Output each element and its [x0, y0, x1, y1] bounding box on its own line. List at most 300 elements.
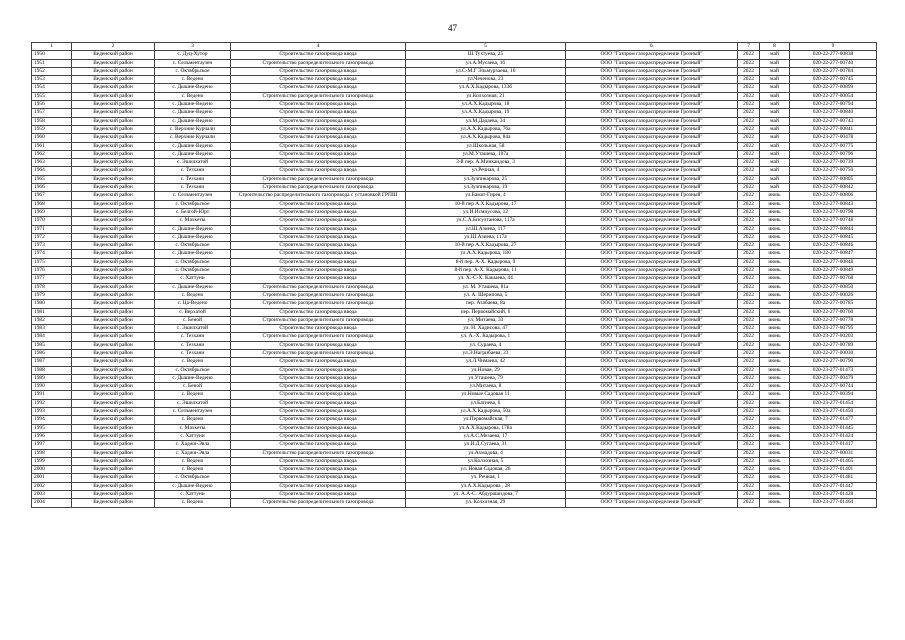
table-row	[32, 416, 877, 424]
cell-organization: ООО "Газпром газораспределение Грозный"	[566, 192, 738, 200]
cell-month: май	[760, 109, 790, 117]
cell-year: 2022	[738, 416, 760, 424]
table-row	[32, 142, 877, 150]
cell-address: ул. Новая Садовая, 26	[406, 466, 566, 474]
table-body	[32, 51, 877, 507]
table-row	[32, 325, 877, 333]
cell-month: июнь	[760, 358, 790, 366]
cell-registration-number: 020-22-277-00394	[790, 391, 877, 399]
cell-year: 2022	[738, 449, 760, 457]
cell-month: май	[760, 101, 790, 109]
cell-organization: ООО "Газпром газораспределение Грозный"	[566, 275, 738, 283]
cell-address: 10-й пер А.Х.Кадырова, 27	[406, 242, 566, 250]
cell-month: май	[760, 59, 790, 67]
cell-year: 2022	[738, 150, 760, 158]
cell-organization: ООО "Газпром газораспределение Грозный"	[566, 92, 738, 100]
cell-year: 2022	[738, 208, 760, 216]
table-row	[32, 258, 877, 266]
cell-registration-number: 020-22-277-00030	[790, 349, 877, 357]
cell-settlement: с. Хаджи-Эвла	[155, 449, 231, 457]
cell-address: ул. М. Уташева, 81а	[406, 283, 566, 291]
cell-work-type: Строительство газопровода ввода	[231, 275, 406, 283]
cell-settlement: с. Дышне-Ведено	[155, 374, 231, 382]
cell-work-type: Строительство распределительного газопровода	[231, 449, 406, 457]
cell-address: ул.М.Дадаева, 34	[406, 117, 566, 125]
cell-address: ул. Н. Хадисова, 47	[406, 325, 566, 333]
cell-settlement: с. Дышне-Ведено	[155, 283, 231, 291]
cell-row-number: 1963	[32, 159, 72, 167]
cell-year: 2022	[738, 441, 760, 449]
cell-registration-number: 020-22-277-00899	[790, 84, 877, 92]
cell-address: ул.Колхозная, 21	[406, 92, 566, 100]
cell-month: май	[760, 175, 790, 183]
cell-settlement: с. Сельментаузен	[155, 59, 231, 67]
cell-settlement: с. Верхние Курчали	[155, 125, 231, 133]
page-number: 47	[448, 23, 457, 33]
cell-district: Веденский район	[72, 349, 155, 357]
column-header-work-type: 4	[231, 43, 406, 51]
cell-work-type: Строительство газопровода ввода	[231, 117, 406, 125]
cell-registration-number: 020-22-277-00806	[790, 192, 877, 200]
cell-month: июнь	[760, 300, 790, 308]
cell-registration-number: 020-23-277-00479	[790, 374, 877, 382]
table-row	[32, 291, 877, 299]
column-header-settlement: 3	[155, 43, 231, 51]
cell-work-type: Строительство газопровода ввода	[231, 258, 406, 266]
cell-district: Веденский район	[72, 283, 155, 291]
cell-registration-number: 020-23-277-00795	[790, 325, 877, 333]
cell-month: май	[760, 125, 790, 133]
cell-row-number: 2004	[32, 499, 72, 507]
cell-address: ул.А.Мусаева, 16	[406, 59, 566, 67]
cell-address: ул.С-М.Г Эльмурзаева, 16	[406, 67, 566, 75]
cell-settlement: с. Махкеты	[155, 424, 231, 432]
cell-address: 8-й пер. А-Х. Кадырова, 11	[406, 267, 566, 275]
table-row	[32, 117, 877, 125]
cell-organization: ООО "Газпром газораспределение Грозный"	[566, 250, 738, 258]
cell-registration-number: 020-23-277-01473	[790, 366, 877, 374]
cell-row-number: 1984	[32, 333, 72, 341]
cell-work-type: Строительство распределительного газопровода	[231, 175, 406, 183]
cell-district: Веденский район	[72, 217, 155, 225]
cell-settlement: с. Белгой-Юрт	[155, 208, 231, 216]
cell-settlement: с. Махкеты	[155, 217, 231, 225]
cell-row-number: 1970	[32, 217, 72, 225]
table-row	[32, 482, 877, 490]
cell-row-number: 1953	[32, 76, 72, 84]
cell-work-type: Строительство газопровода ввода	[231, 84, 406, 92]
cell-district: Веденский район	[72, 366, 155, 374]
cell-year: 2022	[738, 51, 760, 59]
cell-settlement: с. Верхние Курчали	[155, 134, 231, 142]
cell-organization: ООО "Газпром газораспределение Грозный"	[566, 184, 738, 192]
cell-registration-number: 020-23-277-01401	[790, 466, 877, 474]
cell-organization: ООО "Газпром газораспределение Грозный"	[566, 291, 738, 299]
cell-month: июнь	[760, 242, 790, 250]
table-row	[32, 76, 877, 84]
table-row	[32, 267, 877, 275]
cell-address: ул.Речная, 4	[406, 167, 566, 175]
cell-district: Веденский район	[72, 466, 155, 474]
cell-row-number: 1960	[32, 134, 72, 142]
cell-settlement: с. Ведено	[155, 391, 231, 399]
cell-row-number: 1991	[32, 391, 72, 399]
cell-work-type: Строительство газопровода ввода	[231, 466, 406, 474]
cell-work-type: Строительство газопровода ввода	[231, 441, 406, 449]
cell-year: 2022	[738, 474, 760, 482]
cell-month: май	[760, 167, 790, 175]
cell-organization: ООО "Газпром газораспределение Грозный"	[566, 300, 738, 308]
cell-row-number: 1968	[32, 200, 72, 208]
cell-registration-number: 020-22-277-00847	[790, 250, 877, 258]
cell-organization: ООО "Газпром газораспределение Грозный"	[566, 466, 738, 474]
table-header-row	[32, 43, 877, 51]
cell-settlement: с. Дышне-Ведено	[155, 117, 231, 125]
cell-month: июнь	[760, 267, 790, 275]
cell-organization: ООО "Газпром газораспределение Грозный"	[566, 283, 738, 291]
cell-registration-number: 020-22-277-00740	[790, 59, 877, 67]
cell-row-number: 1983	[32, 325, 72, 333]
cell-year: 2022	[738, 101, 760, 109]
cell-month: июнь	[760, 308, 790, 316]
cell-year: 2022	[738, 432, 760, 440]
cell-work-type: Строительство распределительного газопровода с установкой ГРПШ	[231, 192, 406, 200]
cell-month: июнь	[760, 208, 790, 216]
cell-district: Веденский район	[72, 316, 155, 324]
cell-organization: ООО "Газпром газораспределение Грозный"	[566, 308, 738, 316]
cell-address: ул. Митаева, 33	[406, 316, 566, 324]
table-row	[32, 449, 877, 457]
table-row	[32, 499, 877, 507]
table-row	[32, 358, 877, 366]
cell-settlement: с. Хаттуни	[155, 491, 231, 499]
cell-month: июнь	[760, 366, 790, 374]
cell-registration-number: 020-22-277-00748	[790, 217, 877, 225]
cell-year: 2022	[738, 233, 760, 241]
cell-work-type: Строительство газопровода ввода	[231, 374, 406, 382]
cell-work-type: Строительство газопровода ввода	[231, 200, 406, 208]
cell-district: Веденский район	[72, 449, 155, 457]
cell-address: пер. Атабаева, 8а	[406, 300, 566, 308]
cell-year: 2022	[738, 67, 760, 75]
cell-district: Веденский район	[72, 208, 155, 216]
cell-work-type: Строительство газопровода ввода	[231, 217, 406, 225]
cell-organization: ООО "Газпром газораспределение Грозный"	[566, 499, 738, 507]
cell-month: июнь	[760, 250, 790, 258]
cell-month: июнь	[760, 225, 790, 233]
cell-work-type: Строительство газопровода ввода	[231, 159, 406, 167]
cell-work-type: Строительство распределительного газопровода	[231, 59, 406, 67]
cell-district: Веденский район	[72, 391, 155, 399]
cell-row-number: 2000	[32, 466, 72, 474]
table-row	[32, 167, 877, 175]
cell-work-type: Строительство газопровода ввода	[231, 358, 406, 366]
cell-settlement: с. Октябрьское	[155, 242, 231, 250]
cell-work-type: Строительство газопровода ввода	[231, 408, 406, 416]
cell-row-number: 1972	[32, 233, 72, 241]
cell-settlement: с. Эшилхатой	[155, 399, 231, 407]
cell-registration-number: 020-23-277-01424	[790, 432, 877, 440]
cell-address: ул.А.Х.Кадырова , 28	[406, 482, 566, 490]
cell-work-type: Строительство газопровода ввода	[231, 366, 406, 374]
cell-year: 2022	[738, 142, 760, 150]
cell-registration-number: 020-22-277-00026	[790, 291, 877, 299]
cell-row-number: 1992	[32, 399, 72, 407]
cell-address: ул.Л.Чимаева, 42	[406, 358, 566, 366]
table-row	[32, 341, 877, 349]
cell-district: Веденский район	[72, 499, 155, 507]
cell-registration-number: 020-22-277-00848	[790, 258, 877, 266]
table-row	[32, 125, 877, 133]
cell-district: Веденский район	[72, 117, 155, 125]
cell-year: 2022	[738, 184, 760, 192]
cell-settlement: с. Ведено	[155, 358, 231, 366]
cell-row-number: 2003	[32, 491, 72, 499]
cell-work-type: Строительство газопровода ввода	[231, 482, 406, 490]
table-row	[32, 466, 877, 474]
cell-settlement: с. Сельментаузен	[155, 192, 231, 200]
cell-year: 2022	[738, 92, 760, 100]
cell-settlement: с. Октябрьское	[155, 200, 231, 208]
cell-registration-number: 020-22-277-00844	[790, 225, 877, 233]
cell-row-number: 1958	[32, 117, 72, 125]
cell-settlement: с. Хаттуни	[155, 275, 231, 283]
table-row	[32, 424, 877, 432]
cell-month: май	[760, 150, 790, 158]
cell-work-type: Строительство газопровода ввода	[231, 109, 406, 117]
cell-settlement: с. Беной	[155, 316, 231, 324]
cell-settlement: с. Верхатой	[155, 308, 231, 316]
cell-year: 2022	[738, 366, 760, 374]
cell-organization: ООО "Газпром газораспределение Грозный"	[566, 217, 738, 225]
cell-row-number: 1961	[32, 142, 72, 150]
cell-registration-number: 020-23-277-00203	[790, 333, 877, 341]
cell-row-number: 1950	[32, 51, 72, 59]
cell-row-number: 1956	[32, 101, 72, 109]
cell-district: Веденский район	[72, 399, 155, 407]
cell-work-type: Строительство газопровода ввода	[231, 125, 406, 133]
cell-district: Веденский район	[72, 101, 155, 109]
cell-month: май	[760, 117, 790, 125]
cell-settlement: с. Дышне-Ведено	[155, 233, 231, 241]
cell-row-number: 1973	[32, 242, 72, 250]
cell-year: 2022	[738, 134, 760, 142]
cell-registration-number: 020-22-277-00784	[790, 67, 877, 75]
cell-district: Веденский район	[72, 300, 155, 308]
cell-settlement: с. Эшилхатой	[155, 325, 231, 333]
cell-settlement: с. Октябрьское	[155, 474, 231, 482]
cell-month: июнь	[760, 457, 790, 465]
table-row	[32, 441, 877, 449]
table-row	[32, 432, 877, 440]
cell-year: 2022	[738, 267, 760, 275]
cell-organization: ООО "Газпром газораспределение Грозный"	[566, 383, 738, 391]
table-row	[32, 51, 877, 59]
cell-address: ул.А.Х.Кадырова, 180	[406, 250, 566, 258]
cell-year: 2022	[738, 225, 760, 233]
cell-month: июнь	[760, 432, 790, 440]
cell-address: ул.А.С.Мезаева, 17	[406, 432, 566, 440]
cell-address: ул.Митаева, 8	[406, 383, 566, 391]
cell-row-number: 1980	[32, 300, 72, 308]
cell-district: Веденский район	[72, 457, 155, 465]
cell-registration-number: 020-22-277-00031	[790, 449, 877, 457]
cell-registration-number: 020-22-277-00768	[790, 275, 877, 283]
cell-organization: ООО "Газпром газораспределение Грозный"	[566, 159, 738, 167]
cell-month: июнь	[760, 333, 790, 341]
cell-registration-number: 020-23-277-01454	[790, 399, 877, 407]
column-header-address: 5	[406, 43, 566, 51]
cell-registration-number: 020-22-277-00778	[790, 316, 877, 324]
cell-organization: ООО "Газпром газораспределение Грозный"	[566, 208, 738, 216]
table-row	[32, 225, 877, 233]
cell-year: 2022	[738, 258, 760, 266]
cell-work-type: Строительство распределительного газопровода	[231, 300, 406, 308]
cell-organization: ООО "Газпром газораспределение Грозный"	[566, 109, 738, 117]
cell-month: май	[760, 76, 790, 84]
cell-district: Веденский район	[72, 250, 155, 258]
cell-year: 2022	[738, 466, 760, 474]
cell-district: Веденский район	[72, 267, 155, 275]
table-row	[32, 92, 877, 100]
cell-district: Веденский район	[72, 51, 155, 59]
cell-registration-number: 020-23-277-01417	[790, 441, 877, 449]
cell-registration-number: 020-22-277-00739	[790, 159, 877, 167]
table-row	[32, 391, 877, 399]
cell-work-type: Строительство газопровода ввода	[231, 167, 406, 175]
cell-address: ул.Бамат-Гирея, 4	[406, 192, 566, 200]
cell-month: май	[760, 51, 790, 59]
cell-year: 2022	[738, 242, 760, 250]
cell-district: Веденский район	[72, 408, 155, 416]
cell-organization: ООО "Газпром газораспределение Грозный"	[566, 225, 738, 233]
cell-year: 2022	[738, 275, 760, 283]
cell-organization: ООО "Газпром газораспределение Грозный"	[566, 316, 738, 324]
cell-row-number: 1988	[32, 366, 72, 374]
cell-settlement: с. Дышне-Ведено	[155, 142, 231, 150]
cell-address: ул.И.Д.Сугаева, 31	[406, 441, 566, 449]
cell-month: июнь	[760, 374, 790, 382]
cell-address: ул. А.А-С. Абдурашидова, 7	[406, 491, 566, 499]
cell-month: июнь	[760, 441, 790, 449]
cell-work-type: Строительство распределительного газопровода	[231, 333, 406, 341]
cell-year: 2022	[738, 391, 760, 399]
cell-year: 2022	[738, 499, 760, 507]
table-row	[32, 150, 877, 158]
cell-work-type: Строительство газопровода ввода	[231, 233, 406, 241]
cell-year: 2022	[738, 482, 760, 490]
cell-organization: ООО "Газпром газораспределение Грозный"	[566, 134, 738, 142]
cell-organization: ООО "Газпром газораспределение Грозный"	[566, 325, 738, 333]
cell-year: 2022	[738, 59, 760, 67]
cell-district: Веденский район	[72, 258, 155, 266]
table-row	[32, 59, 877, 67]
cell-row-number: 1952	[32, 67, 72, 75]
cell-row-number: 2001	[32, 474, 72, 482]
cell-settlement: с. Дышне-Ведено	[155, 150, 231, 158]
cell-work-type: Строительство распределительного газопровода	[231, 316, 406, 324]
table-row	[32, 159, 877, 167]
cell-organization: ООО "Газпром газораспределение Грозный"	[566, 482, 738, 490]
cell-settlement: с. Тезхани	[155, 184, 231, 192]
cell-organization: ООО "Газпром газораспределение Грозный"	[566, 125, 738, 133]
cell-settlement: с. Тезхани	[155, 349, 231, 357]
cell-row-number: 1964	[32, 167, 72, 175]
cell-month: май	[760, 84, 790, 92]
cell-month: июнь	[760, 482, 790, 490]
cell-year: 2022	[738, 291, 760, 299]
cell-district: Веденский район	[72, 150, 155, 158]
cell-row-number: 1995	[32, 424, 72, 432]
cell-address: Ш.Тухтуева, 25	[406, 51, 566, 59]
cell-month: июнь	[760, 316, 790, 324]
cell-registration-number: 020-23-277-01464	[790, 499, 877, 507]
cell-organization: ООО "Газпром газораспределение Грозный"	[566, 449, 738, 457]
cell-registration-number: 020-22-277-00744	[790, 383, 877, 391]
table-row	[32, 333, 877, 341]
cell-year: 2022	[738, 383, 760, 391]
cell-settlement: с. Ведено	[155, 76, 231, 84]
cell-row-number: 1967	[32, 192, 72, 200]
cell-organization: ООО "Газпром газораспределение Грозный"	[566, 341, 738, 349]
cell-row-number: 1976	[32, 267, 72, 275]
cell-settlement: с. Тезхани	[155, 167, 231, 175]
cell-year: 2022	[738, 167, 760, 175]
cell-district: Веденский район	[72, 308, 155, 316]
cell-address: ул.Ш.Азиева, 117а	[406, 233, 566, 241]
cell-organization: ООО "Газпром газораспределение Грозный"	[566, 408, 738, 416]
cell-district: Веденский район	[72, 67, 155, 75]
cell-year: 2022	[738, 308, 760, 316]
cell-month: июнь	[760, 399, 790, 407]
cell-organization: ООО "Газпром газораспределение Грозный"	[566, 76, 738, 84]
cell-district: Веденский район	[72, 424, 155, 432]
cell-address: ул.М.Уташева, 107а	[406, 150, 566, 158]
cell-row-number: 1985	[32, 341, 72, 349]
cell-month: июнь	[760, 424, 790, 432]
cell-row-number: 1987	[32, 358, 72, 366]
cell-year: 2022	[738, 491, 760, 499]
cell-month: июнь	[760, 258, 790, 266]
cell-address: ул.А.Х.Кадырова, 50а	[406, 408, 566, 416]
cell-row-number: 1955	[32, 92, 72, 100]
cell-settlement: с. Дышне-Ведено	[155, 101, 231, 109]
cell-registration-number: 020-22-277-00775	[790, 142, 877, 150]
cell-year: 2022	[738, 457, 760, 465]
cell-registration-number: 020-23-277-01445	[790, 424, 877, 432]
cell-row-number: 1982	[32, 316, 72, 324]
table-row	[32, 101, 877, 109]
cell-address: ул.Новые Садовая 11	[406, 391, 566, 399]
cell-settlement: с. Ведено	[155, 92, 231, 100]
cell-organization: ООО "Газпром газораспределение Грозный"	[566, 474, 738, 482]
table-row	[32, 184, 877, 192]
cell-address: 3-й пер. А.Минкаидова, 3	[406, 159, 566, 167]
cell-address: ул. Колхозная, 29	[406, 499, 566, 507]
cell-address: 8-й пер. А-Х. Кадырова, 9	[406, 258, 566, 266]
cell-settlement: с. Дышне-Ведено	[155, 225, 231, 233]
cell-registration-number: 020-22-277-00841	[790, 125, 877, 133]
cell-registration-number: 020-23-277-00478	[790, 134, 877, 142]
cell-address: ул.А.Х.Кадырова, 19	[406, 109, 566, 117]
cell-district: Веденский район	[72, 441, 155, 449]
cell-district: Веденский район	[72, 432, 155, 440]
cell-row-number: 1990	[32, 383, 72, 391]
table-row	[32, 408, 877, 416]
cell-district: Веденский район	[72, 175, 155, 183]
cell-district: Веденский район	[72, 59, 155, 67]
cell-settlement: с. Октябрьское	[155, 67, 231, 75]
